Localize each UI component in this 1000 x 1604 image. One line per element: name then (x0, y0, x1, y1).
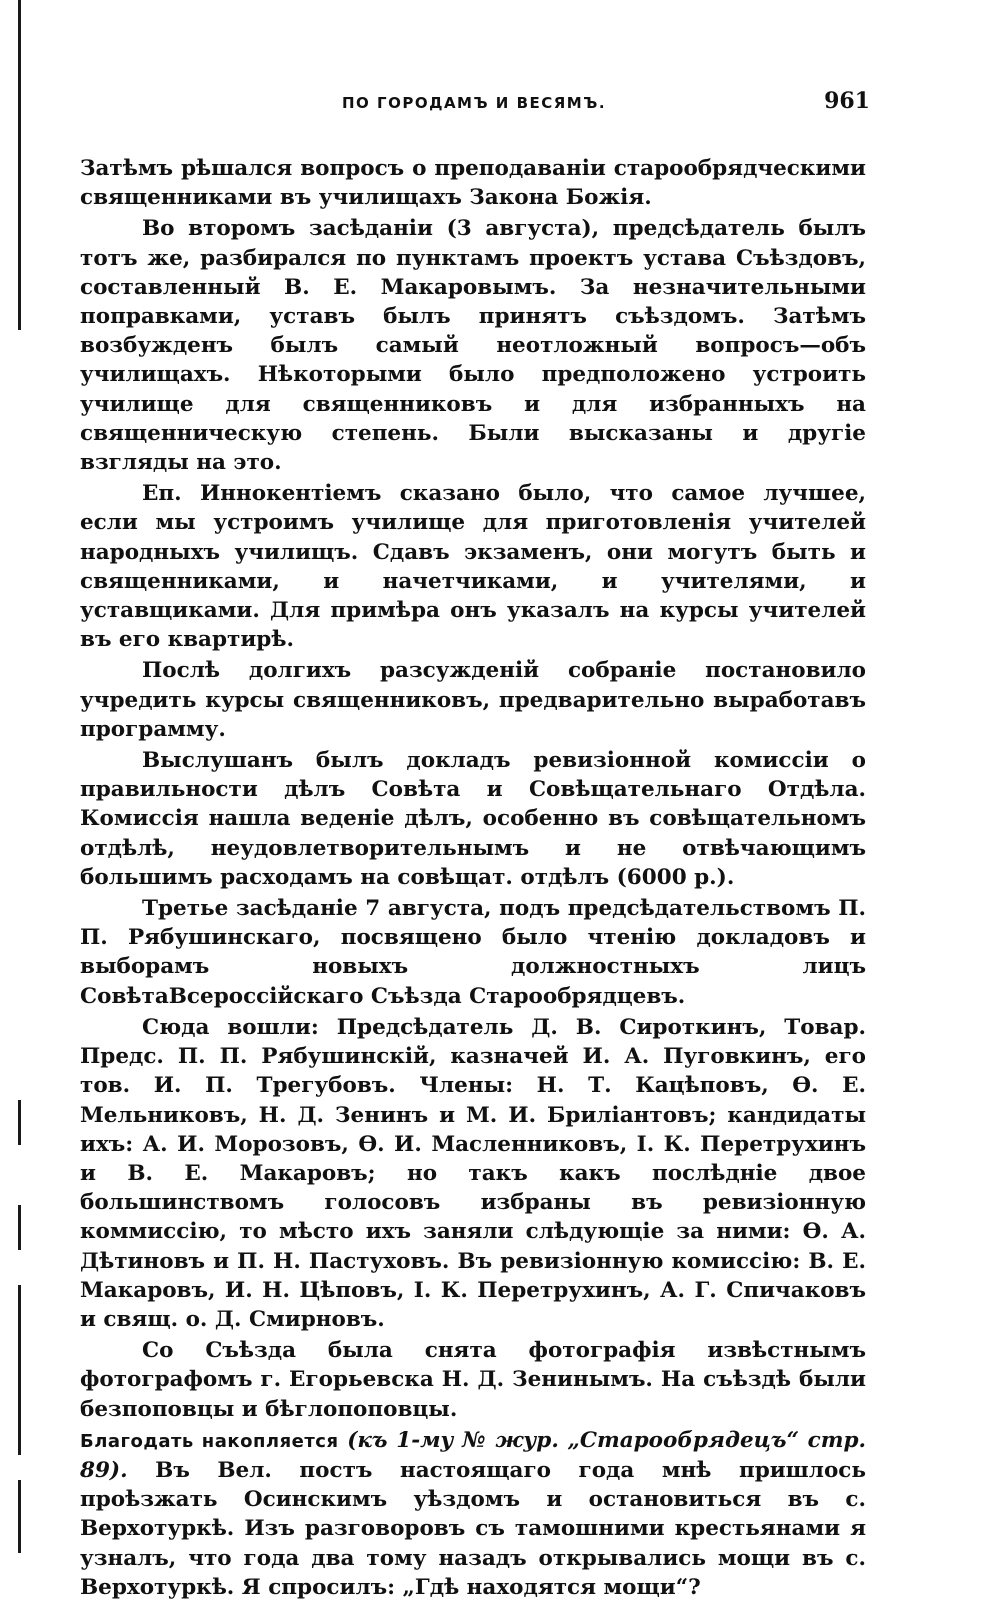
scan-edge-mark-3 (18, 1285, 21, 1455)
scan-edge-mark-1 (18, 1100, 21, 1145)
news-item-source: (къ 1-му № жур. „Старообрядецъ“ стр. 89). (80, 1427, 866, 1483)
scan-edge-mark-4 (18, 1480, 21, 1553)
paragraph-8: Со Съѣзда была снята фотографія извѣстнымъ фотографомъ г. Егорьевска Н. Д. Зенинымъ. На съѣздѣ были безпоповцы и бѣглопоповцы. (80, 1338, 866, 1422)
running-head: ПО ГОРОДАМЪ И ВЕСЯМЪ. (342, 94, 607, 112)
paragraph-1: Затѣмъ рѣшался вопросъ о преподаваніи старообрядческими священниками въ училищахъ Закона Божія. (80, 156, 866, 211)
paragraph-5: Выслушанъ былъ докладъ ревизіонной комиссіи о правильности дѣлъ Совѣта и Совѣщательнаго Отдѣла. Комиссія нашла веденіе дѣлъ, особенно въ совѣщательномъ отдѣлѣ, неудовлетворительнымъ и не отвѣчающимъ большимъ расходамъ на совѣщат. отдѣлъ (6000 р.). (80, 748, 866, 890)
news-item-heading: Благодать накопляется (80, 1430, 339, 1452)
paragraph-6: Третье засѣданіе 7 августа, подъ предсѣдательствомъ П. П. Рябушинскаго, посвящено было чтенію докладовъ и выборамъ новыхъ должностныхъ лицъ СовѣтаВсероссійскаго Съѣзда Старообрядцевъ. (80, 896, 866, 1009)
paragraph-3: Еп. Иннокентіемъ сказано было, что самое лучшее, если мы устроимъ училище для приготовленія учителей народныхъ училищъ. Сдавъ экзаменъ, они могутъ быть и священниками, и начетчиками, и учителями, и уставщиками. Для примѣра онъ указалъ на курсы учителей въ его квартирѣ. (80, 481, 866, 653)
paragraph-4: Послѣ долгихъ разсужденій собраніе постановило учредить курсы священниковъ, предварительно выработавъ программу. (80, 658, 866, 742)
page-header (80, 88, 870, 122)
paragraph-7: Сюда вошли: Предсѣдатель Д. В. Сироткинъ, Товар. Предс. П. П. Рябушинскій, казначей И. А. Пуговкинъ, его тов. И. П. Трегубовъ. Члены: Н. Т. Кацѣповъ, Ѳ. Е. Мельниковъ, Н. Д. Зенинъ и М. И. Бриліантовъ; кандидаты ихъ: А. И. Морозовъ, Ѳ. И. Масленниковъ, І. К. Перетрухинъ и В. Е. Макаровъ; но такъ какъ послѣдніе двое большинствомъ голосовъ избраны въ ревизіонную коммиссію, то мѣсто ихъ заняли слѣдующіе за ними: Ѳ. А. Дѣтиновъ и П. Н. Пастуховъ. Въ ревизіонную комиссію: В. Е. Макаровъ, И. Н. Цѣповъ, І. К. Перетрухинъ, А. Г. Спичаковъ и свящ. о. Д. Смирновъ. (80, 1014, 866, 1332)
paragraph-2: Во второмъ засѣданіи (3 августа), предсѣдатель былъ тотъ же, разбирался по пунктамъ проектъ устава Съѣздовъ, составленный В. Е. Макаровымъ. За незначительными поправками, уставъ былъ принятъ съѣздомъ. Затѣмъ возбужденъ былъ самый неотложный вопросъ—объ училищахъ. Нѣкоторыми было предположено устроить училище для священниковъ и для избранныхъ на священническую степень. Были высказаны и другіе взгляды на это. (80, 216, 866, 476)
page-body (80, 154, 866, 1604)
news-item (80, 1426, 866, 1602)
scan-edge-mark-2 (18, 1205, 21, 1250)
scan-edge-top (18, 0, 21, 330)
news-item-text: Въ Вел. постъ настоящаго года мнѣ пришлось проѣзжать Осинскимъ уѣздомъ и остановиться въ с. Верхотуркѣ. Изъ разговоровъ съ тамошними крестьянами я узналъ, что года два тому назадъ открывались мощи въ с. Верхотуркѣ. Я спросилъ: „Гдѣ находятся мощи“? (80, 1457, 866, 1600)
page-number: 961 (824, 88, 870, 114)
